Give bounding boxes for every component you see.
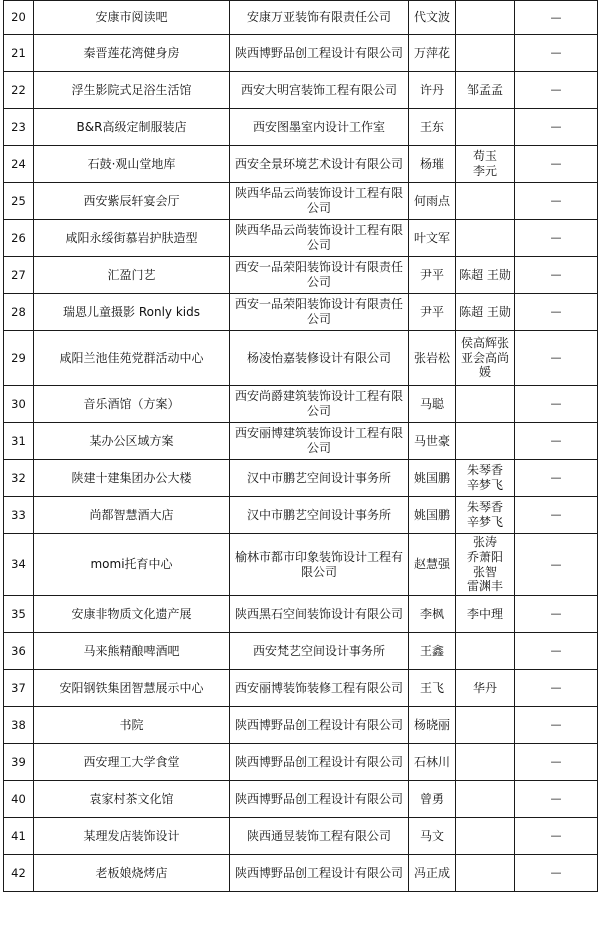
cell-remark: — [515, 257, 598, 294]
cell-company: 西安一品荣阳装饰设计有限责任公司 [230, 294, 409, 331]
cell-collaborators: 李中理 [456, 596, 515, 633]
cell-no: 24 [4, 146, 34, 183]
cell-company: 陕西博野品创工程设计有限公司 [230, 707, 409, 744]
cell-company: 安康万亚装饰有限责任公司 [230, 1, 409, 35]
cell-designer: 杨晓丽 [409, 707, 456, 744]
table-row [4, 109, 598, 146]
cell-no: 32 [4, 460, 34, 497]
table-row [4, 818, 598, 855]
table-row [4, 331, 598, 386]
cell-project-name: 咸阳兰池佳苑党群活动中心 [34, 331, 230, 386]
cell-no: 25 [4, 183, 34, 220]
cell-designer: 姚国鹏 [409, 497, 456, 534]
cell-designer: 许丹 [409, 72, 456, 109]
award-list-table [3, 0, 598, 892]
cell-designer: 马世豪 [409, 423, 456, 460]
cell-company: 西安梵艺空间设计事务所 [230, 633, 409, 670]
cell-project-name: 石鼓·观山堂地库 [34, 146, 230, 183]
cell-designer: 王鑫 [409, 633, 456, 670]
cell-no: 20 [4, 1, 34, 35]
cell-project-name: 浮生影院式足浴生活馆 [34, 72, 230, 109]
cell-designer: 张岩松 [409, 331, 456, 386]
cell-designer: 代文波 [409, 1, 456, 35]
cell-collaborators [456, 183, 515, 220]
cell-designer: 尹平 [409, 257, 456, 294]
cell-project-name: 汇盈门艺 [34, 257, 230, 294]
cell-project-name: 尚都智慧酒大店 [34, 497, 230, 534]
cell-project-name: 安康市阅读吧 [34, 1, 230, 35]
table-row [4, 423, 598, 460]
cell-remark: — [515, 707, 598, 744]
cell-no: 37 [4, 670, 34, 707]
cell-remark: — [515, 331, 598, 386]
cell-company: 陕西博野品创工程设计有限公司 [230, 781, 409, 818]
table-row [4, 183, 598, 220]
cell-designer: 赵慧强 [409, 534, 456, 596]
cell-remark: — [515, 146, 598, 183]
cell-designer: 马聪 [409, 386, 456, 423]
cell-company: 陕西华品云尚装饰设计工程有限公司 [230, 220, 409, 257]
cell-company: 陕西通昱装饰工程有限公司 [230, 818, 409, 855]
table-row [4, 386, 598, 423]
table-row [4, 72, 598, 109]
cell-no: 30 [4, 386, 34, 423]
cell-collaborators [456, 818, 515, 855]
cell-collaborators: 侯高辉张亚会高尚媛 [456, 331, 515, 386]
cell-remark: — [515, 109, 598, 146]
cell-project-name: 西安紫辰轩宴会厅 [34, 183, 230, 220]
cell-collaborators [456, 1, 515, 35]
cell-no: 29 [4, 331, 34, 386]
cell-project-name: 马来熊精酿啤酒吧 [34, 633, 230, 670]
cell-designer: 王东 [409, 109, 456, 146]
cell-designer: 曾勇 [409, 781, 456, 818]
cell-collaborators [456, 35, 515, 72]
cell-no: 28 [4, 294, 34, 331]
table-row [4, 146, 598, 183]
cell-designer: 叶文军 [409, 220, 456, 257]
table-row [4, 1, 598, 35]
cell-collaborators: 苟玉 李元 [456, 146, 515, 183]
cell-company: 西安大明宫装饰工程有限公司 [230, 72, 409, 109]
cell-designer: 冯正成 [409, 855, 456, 892]
cell-collaborators [456, 707, 515, 744]
cell-company: 西安图墨室内设计工作室 [230, 109, 409, 146]
table-row [4, 35, 598, 72]
cell-project-name: 瑞恩儿童摄影 Ronly kids [34, 294, 230, 331]
cell-company: 汉中市鹏艺空间设计事务所 [230, 460, 409, 497]
award-list-body [4, 1, 598, 892]
cell-no: 42 [4, 855, 34, 892]
cell-collaborators [456, 109, 515, 146]
table-row [4, 744, 598, 781]
cell-company: 西安尚爵建筑装饰设计工程有限公司 [230, 386, 409, 423]
cell-collaborators [456, 855, 515, 892]
cell-designer: 杨璀 [409, 146, 456, 183]
cell-collaborators: 华丹 [456, 670, 515, 707]
cell-remark: — [515, 423, 598, 460]
cell-no: 26 [4, 220, 34, 257]
cell-project-name: 安康非物质文化遗产展 [34, 596, 230, 633]
cell-collaborators [456, 386, 515, 423]
cell-remark: — [515, 670, 598, 707]
cell-company: 西安丽博装饰装修工程有限公司 [230, 670, 409, 707]
table-row [4, 670, 598, 707]
cell-project-name: 西安理工大学食堂 [34, 744, 230, 781]
cell-designer: 李枫 [409, 596, 456, 633]
cell-collaborators: 朱琴香 辛梦飞 [456, 460, 515, 497]
cell-no: 33 [4, 497, 34, 534]
cell-no: 38 [4, 707, 34, 744]
cell-no: 21 [4, 35, 34, 72]
cell-company: 陕西华品云尚装饰设计工程有限公司 [230, 183, 409, 220]
cell-collaborators: 朱琴香 辛梦飞 [456, 497, 515, 534]
cell-company: 陕西博野品创工程设计有限公司 [230, 855, 409, 892]
cell-collaborators [456, 220, 515, 257]
cell-project-name: momi托育中心 [34, 534, 230, 596]
cell-project-name: 安阳钢铁集团智慧展示中心 [34, 670, 230, 707]
cell-collaborators [456, 781, 515, 818]
cell-no: 39 [4, 744, 34, 781]
cell-no: 36 [4, 633, 34, 670]
cell-project-name: 秦晋莲花湾健身房 [34, 35, 230, 72]
table-row [4, 633, 598, 670]
cell-remark: — [515, 855, 598, 892]
cell-no: 31 [4, 423, 34, 460]
cell-collaborators: 张涛 乔萧阳 张智 雷渊丰 [456, 534, 515, 596]
cell-remark: — [515, 497, 598, 534]
cell-company: 陕西博野品创工程设计有限公司 [230, 744, 409, 781]
table-row [4, 294, 598, 331]
cell-designer: 万萍花 [409, 35, 456, 72]
table-row [4, 497, 598, 534]
cell-remark: — [515, 781, 598, 818]
cell-project-name: 老板娘烧烤店 [34, 855, 230, 892]
cell-no: 35 [4, 596, 34, 633]
cell-project-name: 咸阳永绥街慕岩护肤造型 [34, 220, 230, 257]
cell-collaborators [456, 633, 515, 670]
cell-remark: — [515, 818, 598, 855]
cell-company: 陕西黑石空间装饰设计有限公司 [230, 596, 409, 633]
cell-company: 陕西博野品创工程设计有限公司 [230, 35, 409, 72]
cell-no: 34 [4, 534, 34, 596]
table-row [4, 707, 598, 744]
table-row [4, 781, 598, 818]
cell-remark: — [515, 386, 598, 423]
cell-no: 40 [4, 781, 34, 818]
cell-project-name: 袁家村茶文化馆 [34, 781, 230, 818]
cell-remark: — [515, 294, 598, 331]
cell-collaborators: 陈超 王勋 [456, 294, 515, 331]
cell-project-name: 某办公区域方案 [34, 423, 230, 460]
cell-remark: — [515, 596, 598, 633]
cell-company: 西安丽博建筑装饰设计工程有限公司 [230, 423, 409, 460]
cell-designer: 王飞 [409, 670, 456, 707]
cell-company: 榆林市都市印象装饰设计工程有限公司 [230, 534, 409, 596]
cell-designer: 何雨点 [409, 183, 456, 220]
cell-remark: — [515, 633, 598, 670]
cell-company: 西安一品荣阳装饰设计有限责任公司 [230, 257, 409, 294]
cell-remark: — [515, 744, 598, 781]
cell-designer: 马文 [409, 818, 456, 855]
cell-project-name: 陕建十建集团办公大楼 [34, 460, 230, 497]
table-row [4, 257, 598, 294]
cell-project-name: 某理发店装饰设计 [34, 818, 230, 855]
cell-designer: 姚国鹏 [409, 460, 456, 497]
table-row [4, 220, 598, 257]
cell-remark: — [515, 183, 598, 220]
cell-no: 27 [4, 257, 34, 294]
cell-company: 汉中市鹏艺空间设计事务所 [230, 497, 409, 534]
cell-company: 西安全景环境艺术设计有限公司 [230, 146, 409, 183]
cell-no: 23 [4, 109, 34, 146]
cell-designer: 石林川 [409, 744, 456, 781]
table-row [4, 855, 598, 892]
cell-project-name: 音乐酒馆（方案） [34, 386, 230, 423]
cell-remark: — [515, 220, 598, 257]
cell-remark: — [515, 534, 598, 596]
cell-designer: 尹平 [409, 294, 456, 331]
cell-company: 杨凌怡嘉装修设计有限公司 [230, 331, 409, 386]
cell-collaborators [456, 423, 515, 460]
cell-remark: — [515, 1, 598, 35]
table-row [4, 596, 598, 633]
cell-collaborators [456, 744, 515, 781]
table-row [4, 534, 598, 596]
cell-remark: — [515, 460, 598, 497]
table-row [4, 460, 598, 497]
cell-collaborators: 邹孟孟 [456, 72, 515, 109]
cell-project-name: B&R高级定制服装店 [34, 109, 230, 146]
cell-collaborators: 陈超 王勋 [456, 257, 515, 294]
cell-project-name: 书院 [34, 707, 230, 744]
cell-remark: — [515, 35, 598, 72]
cell-remark: — [515, 72, 598, 109]
cell-no: 22 [4, 72, 34, 109]
cell-no: 41 [4, 818, 34, 855]
